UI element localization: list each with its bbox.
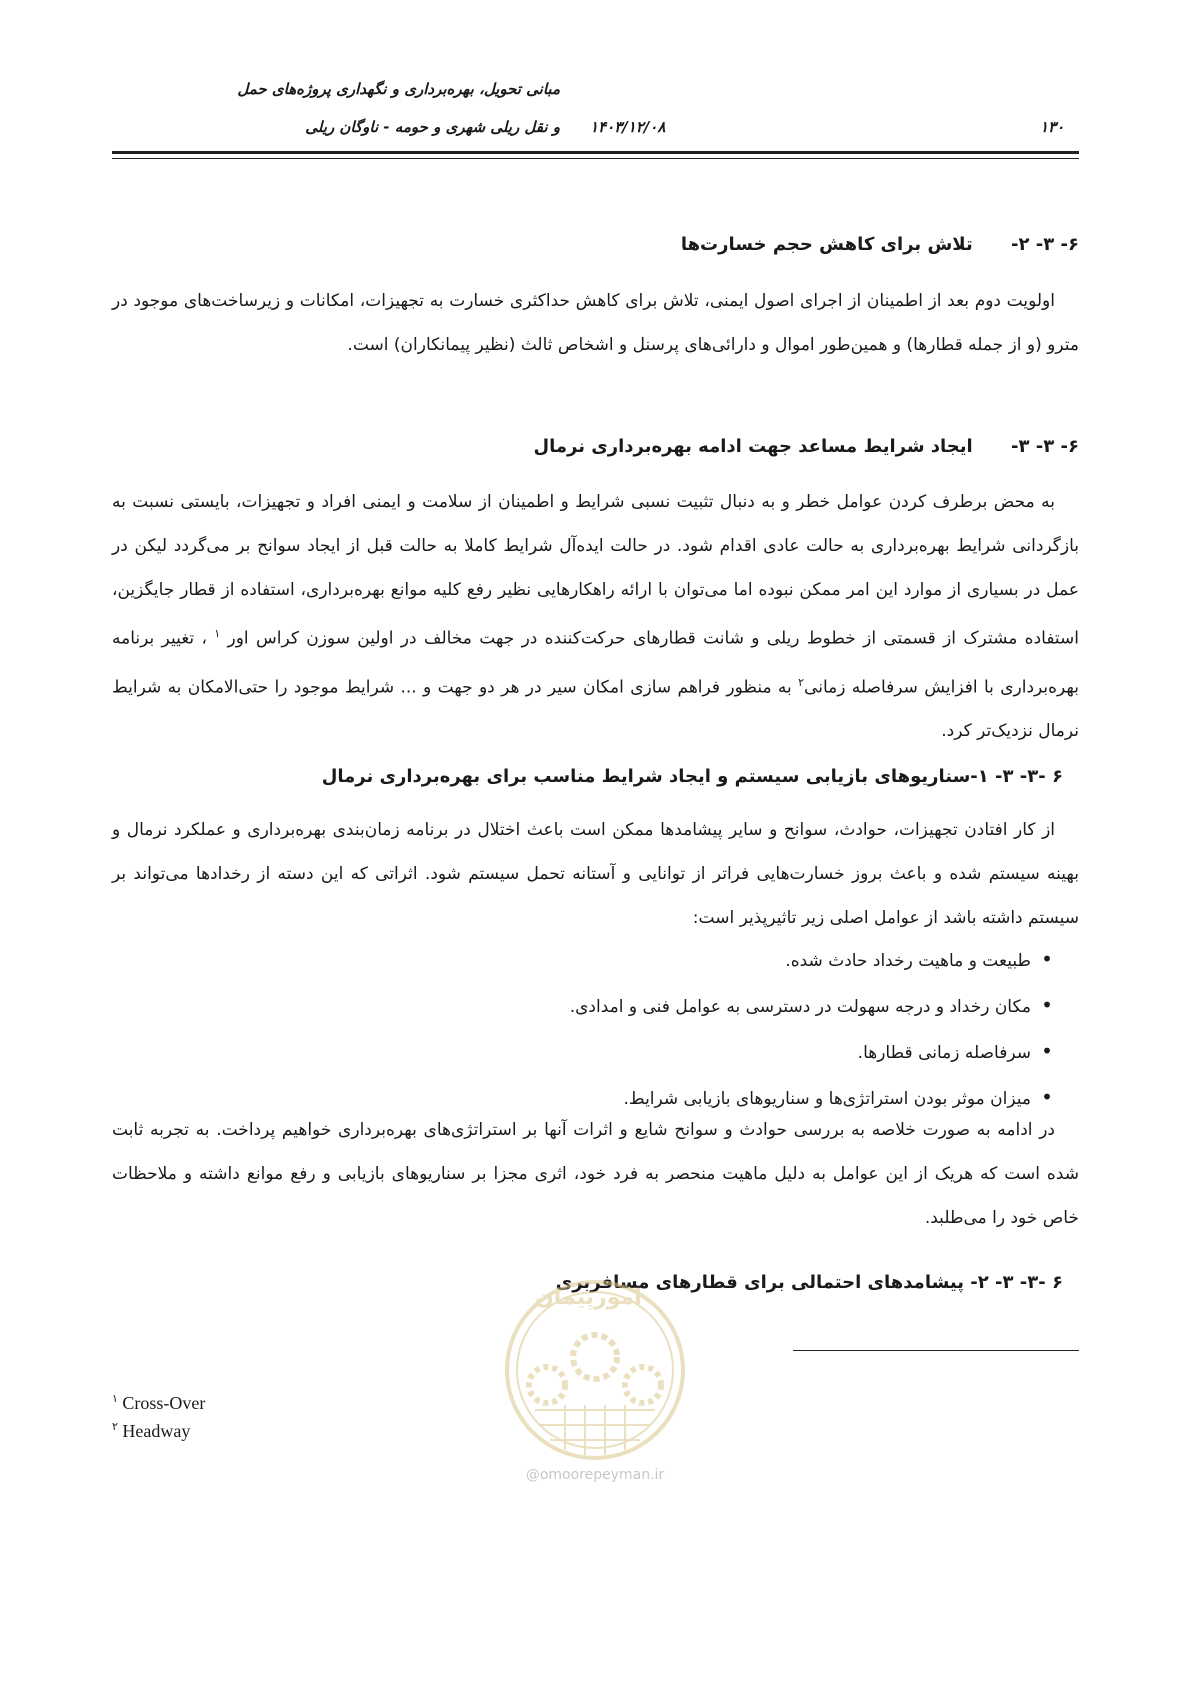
header-rule-thin (112, 158, 1079, 159)
watermark-logo (495, 1275, 695, 1495)
section-heading-6-3-2 (112, 234, 1079, 255)
paragraph-damage-reduction: اولویت دوم بعد از اطمینان از اجرای اصول ایمنی، تلاش برای کاهش حداکثری خسارت به تجهیزات، امکانات و زیرساخت‌های موجود در مترو (و از جمله قطارها) و همین‌طور اموال و دارائی‌های پرسنل و اشخاص ثالث (نظیر پیمانکاران) است. (112, 291, 1079, 355)
section-title: تلاش برای کاهش حجم خسارت‌ها (680, 234, 973, 255)
paragraph-text: به منظور فراهم سازی امکان سیر در هر دو جهت و ... شرایط موجود را حتی‌الامکان به شرایط نرمال نزدیک‌تر کرد. (112, 677, 1079, 742)
footnote-1 (112, 1392, 205, 1414)
footnote-mark: ۱ (112, 1393, 118, 1405)
paragraph-incident-summary: در ادامه به صورت خلاصه به بررسی حوادث و سوانح شایع و اثرات آنها بر استراتژی‌های بهره‌برداری خواهیم پرداخت. به تجربه ثابت شده است که هریک از این عوامل به دلیل ماهیت منحصر به فرد خود، اثری مجزا بر سناریوهای بازیابی و رفع موانع داشته و ملاحظات خاص خود را می‌طلبد. (112, 1120, 1079, 1228)
footnote-mark: ۲ (112, 1421, 118, 1433)
footnote-ref-2: ۲ (798, 675, 805, 689)
section-number: ۶- ۳- ۲- (1011, 234, 1079, 255)
header-date: ۱۴۰۳/۱۲/۰۸ (590, 118, 666, 136)
watermark-logo-text: امورپیمان (535, 1285, 642, 1310)
bullet-icon: • (1041, 1085, 1053, 1109)
paragraph-text: ، تغییر برنامه بهره‌برداری با افزایش سرفاصله زمانی (112, 628, 1079, 698)
paragraph-recovery-scenarios: از کار افتادن تجهیزات، حوادث، سوانح و سایر پیشامدها ممکن است باعث اختلال در برنامه زمان‌بندی بهره‌برداری و عملکرد نرمال و بهینه سیستم شده و باعث بروز خسارت‌هایی فراتر از توانایی و آستانه تحمل سیستم شود. اثراتی که این دسته از رخدادها می‌تواند بر سیستم داشته باشد از عوامل اصلی زیر تاثیرپذیر است: (112, 820, 1079, 928)
section-title: ایجاد شرایط مساعد جهت ادامه بهره‌برداری نرمال (533, 436, 973, 457)
header-title-line1: مبانی تحویل، بهره‌برداری و نگهداری پروژه‌های حمل (237, 80, 560, 98)
footnote-text: Cross-Over (122, 1393, 206, 1413)
list-item: •مکان رخداد و درجه سهولت در دسترسی به عوامل فنی و امدادی. (183, 982, 1063, 1028)
subsection-heading-6-3-3-1: ۶ -۳- ۳- ۱-سناریوهای بازیابی سیستم و ایجاد شرایط مناسب برای بهره‌برداری نرمال (321, 766, 1063, 787)
subsection-heading-6-3-3-2: ۶ -۳- ۳- ۲- پیشامدهای احتمالی برای قطارهای مسافربری (555, 1272, 1063, 1293)
header-rule-thick (112, 151, 1079, 154)
paragraph-text: به محض برطرف کردن عوامل خطر و به دنبال تثبیت نسبی شرایط و اطمینان از سلامت و ایمنی افراد و تجهیزات، بایستی نسبت به بازگردانی شرایط بهره‌برداری به حالت عادی اقدام شود. در حالت ایده‌آل شرایط کاملا به حالت قبل از ایجاد سوانح بر می‌گردد لیکن در عمل در بسیاری از موارد این امر ممکن نبوده اما می‌توان با ارائه راهکارهایی نظیر رفع کلیه موانع بهره‌برداری، استفاده از قطار جایگزین، استفاده مشترک از قسمتی از خطوط ریلی و شانت قطارهای حرکت‌کننده در جهت مخالف در اولین سوزن کراس اور (112, 492, 1080, 649)
bullet-icon: • (1041, 947, 1053, 971)
watermark-text: @omoorepeyman.ir (525, 1467, 665, 1483)
footnote-text: Headway (122, 1421, 191, 1441)
footnote-2 (112, 1420, 190, 1442)
header-title-line2: و نقل ریلی شهری و حومه - ناوگان ریلی (305, 118, 560, 136)
list-item: •میزان موثر بودن استراتژی‌ها و سناریوهای بازیابی شرایط. (183, 1074, 1063, 1120)
list-item: •طبیعت و ماهیت رخداد حادث شده. (183, 936, 1063, 982)
section-number: ۶- ۳- ۳- (1011, 436, 1079, 457)
bullet-icon: • (1041, 1039, 1053, 1063)
section-heading-6-3-3 (112, 436, 1079, 457)
bullet-list (183, 936, 1063, 1120)
header-page-number: ۱۳۰ (1040, 118, 1065, 136)
footnote-ref-1: ۱ (214, 627, 221, 640)
footnote-separator (793, 1350, 1079, 1351)
list-item: •سرفاصله زمانی قطارها. (183, 1028, 1063, 1074)
paragraph-normal-operation (112, 480, 1079, 753)
bullet-icon: • (1041, 993, 1053, 1017)
